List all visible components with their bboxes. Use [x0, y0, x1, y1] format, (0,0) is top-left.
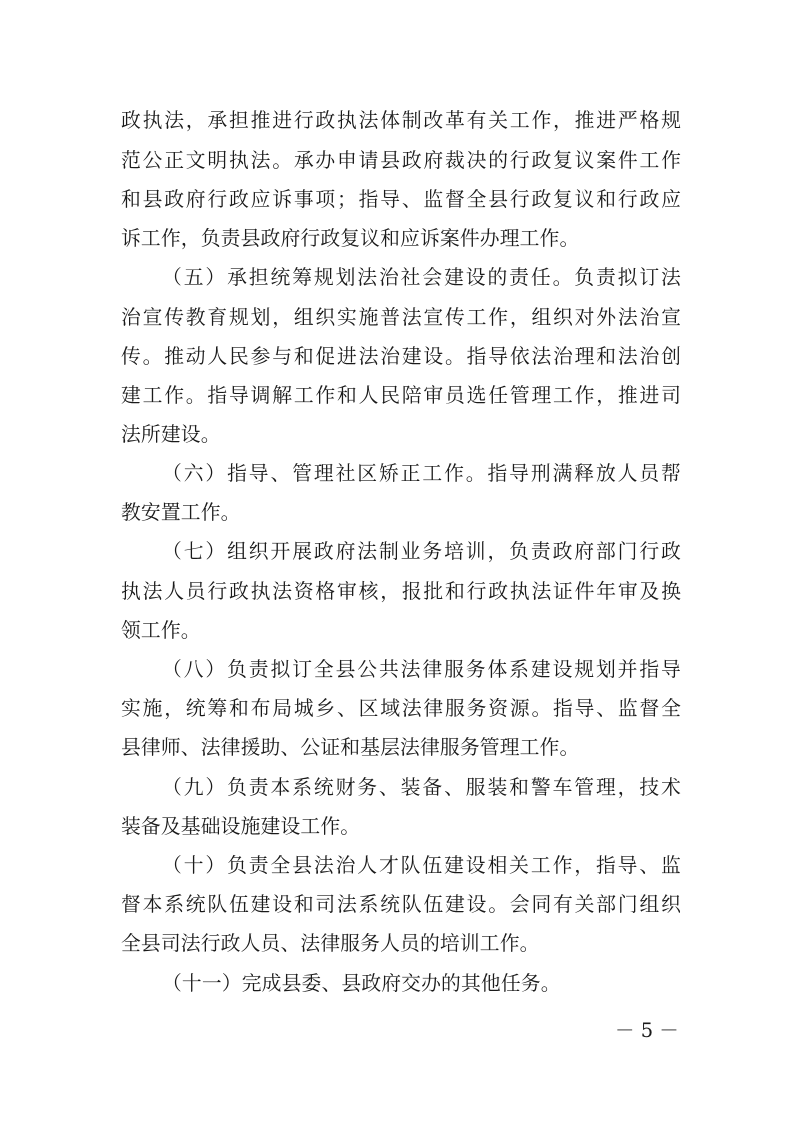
paragraph-10-start: （十）负责全县法治人才队伍建设相关工作，指导、监 [162, 854, 681, 877]
paragraph-11-start: （十一）完成县委、县政府交办的其他任务。 [162, 972, 561, 995]
text-line: 实施，统筹和布局城乡、区域法律服务资源。指导、监督全 [121, 697, 681, 720]
text-line: 建工作。指导调解工作和人民陪审员选任管理工作，推进司 [121, 384, 681, 407]
text-line: 范公正文明执法。承办申请县政府裁决的行政复议案件工作 [121, 149, 681, 172]
paragraph-9-start: （九）负责本系统财务、装备、服装和警车管理，技术 [162, 776, 681, 799]
text-line: 督本系统队伍建设和司法系统队伍建设。会同有关部门组织 [121, 893, 681, 916]
paragraph-6-start: （六）指导、管理社区矫正工作。指导刑满释放人员帮 [162, 462, 681, 485]
text-line: 教安置工作。 [121, 501, 241, 524]
paragraph-7-start: （七）组织开展政府法制业务培训，负责政府部门行政 [162, 540, 681, 563]
paragraph-8-start: （八）负责拟订全县公共法律服务体系建设规划并指导 [162, 658, 681, 681]
text-line: 法所建设。 [121, 423, 221, 446]
text-line: 治宣传教育规划，组织实施普法宣传工作，组织对外法治宣 [121, 306, 681, 329]
text-line: 政执法，承担推进行政执法体制改革有关工作，推进严格规 [121, 109, 681, 132]
text-line: 县律师、法律援助、公证和基层法律服务管理工作。 [121, 736, 580, 759]
text-line: 装备及基础设施建设工作。 [121, 815, 361, 838]
text-line: 领工作。 [121, 619, 201, 642]
text-line: 诉工作，负责县政府行政复议和应诉案件办理工作。 [121, 227, 580, 250]
page-number: － 5 － [615, 1019, 679, 1042]
text-line: 全县司法行政人员、法律服务人员的培训工作。 [121, 932, 540, 955]
text-line: 和县政府行政应诉事项；指导、监督全县行政复议和行政应 [121, 188, 681, 211]
paragraph-5-start: （五）承担统筹规划法治社会建设的责任。负责拟订法 [162, 266, 681, 289]
text-line: 执法人员行政执法资格审核，报批和行政执法证件年审及换 [121, 580, 681, 603]
text-line: 传。推动人民参与和促进法治建设。指导依法治理和法治创 [121, 345, 681, 368]
